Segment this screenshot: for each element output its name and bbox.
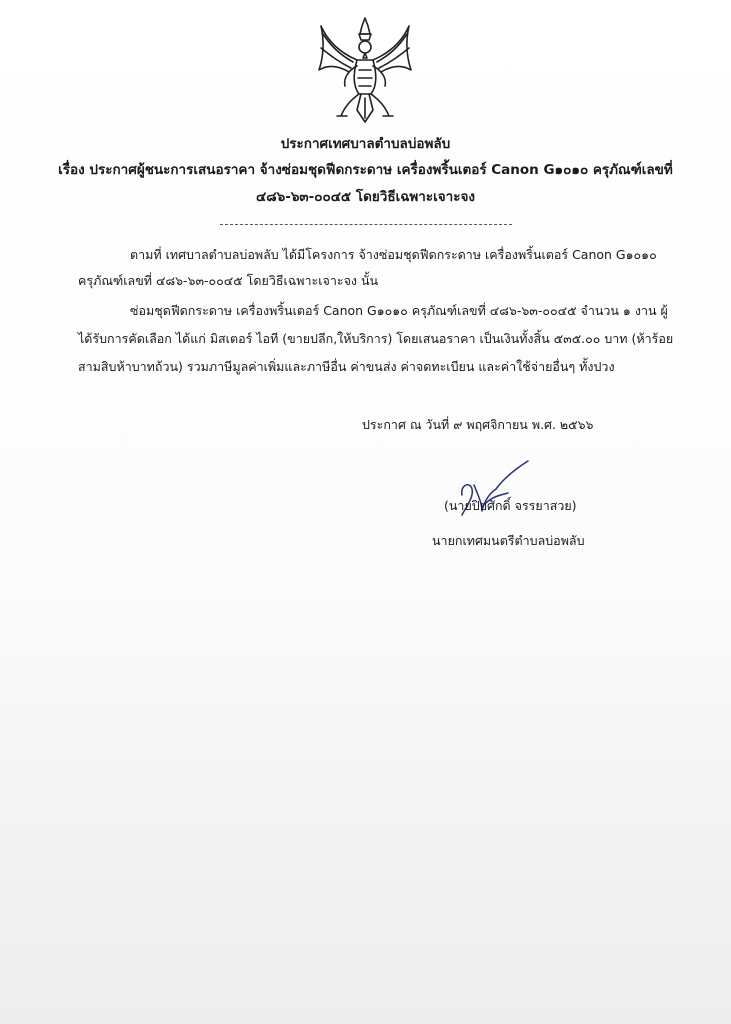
paragraph1-line1: ตามที่ เทศบาลตำบลบ่อพลับ ได้มีโครงการ จ้างซ่อมชุดฟีดกระดาษ เครื่องพริ้นเตอร์ Canon G๑๐๑๐ xyxy=(130,247,657,262)
paragraph1-line2: ครุภัณฑ์เลขที่ ๔๘๖-๖๓-๐๐๔๕ โดยวิธีเฉพาะเจาะจง นั้น xyxy=(78,273,379,288)
paragraph2-line3: สามสิบห้าบาทถ้วน) รวมภาษีมูลค่าเพิ่มและภาษีอื่น ค่าขนส่ง ค่าจดทะเบียน และค่าใช้จ่ายอื่นๆ ทั้งปวง xyxy=(78,359,615,374)
signer-position: นายกเทศมนตรีตำบลบ่อพลับ xyxy=(432,533,585,548)
announcement-date: ประกาศ ณ วันที่ ๙ พฤศจิกายน พ.ศ. ๒๕๖๖ xyxy=(362,417,594,432)
signer-name: (นายปิยศักดิ์ จรรยาสวย) xyxy=(444,498,577,513)
announcement-subject-line2: ๔๘๖-๖๓-๐๐๔๕ โดยวิธีเฉพาะเจาะจง xyxy=(256,189,475,205)
paragraph2-line1: ซ่อมชุดฟีดกระดาษ เครื่องพริ้นเตอร์ Canon G๑๐๑๐ ครุภัณฑ์เลขที่ ๔๘๖-๖๓-๐๐๔๕ จำนวน ๑ งาน ผู้ xyxy=(130,303,668,318)
announcement-subject-line1: เรื่อง ประกาศผู้ชนะการเสนอราคา จ้างซ่อมชุดฟีดกระดาษ เครื่องพริ้นเตอร์ Canon G๑๐๑๐ ครุภัณฑ์เลขที่ xyxy=(58,162,673,178)
announcement-title: ประกาศเทศบาลตำบลบ่อพลับ xyxy=(280,136,451,152)
garuda-emblem-icon xyxy=(313,14,417,126)
paragraph2-line2: ได้รับการคัดเลือก ได้แก่ มิสเตอร์ ไอที (ขายปลีก,ให้บริการ) โดยเสนอราคา เป็นเงินทั้งสิ้น ๕๓๕.๐๐ บาท (ห้าร้อย xyxy=(78,331,674,346)
title-divider xyxy=(220,224,512,225)
